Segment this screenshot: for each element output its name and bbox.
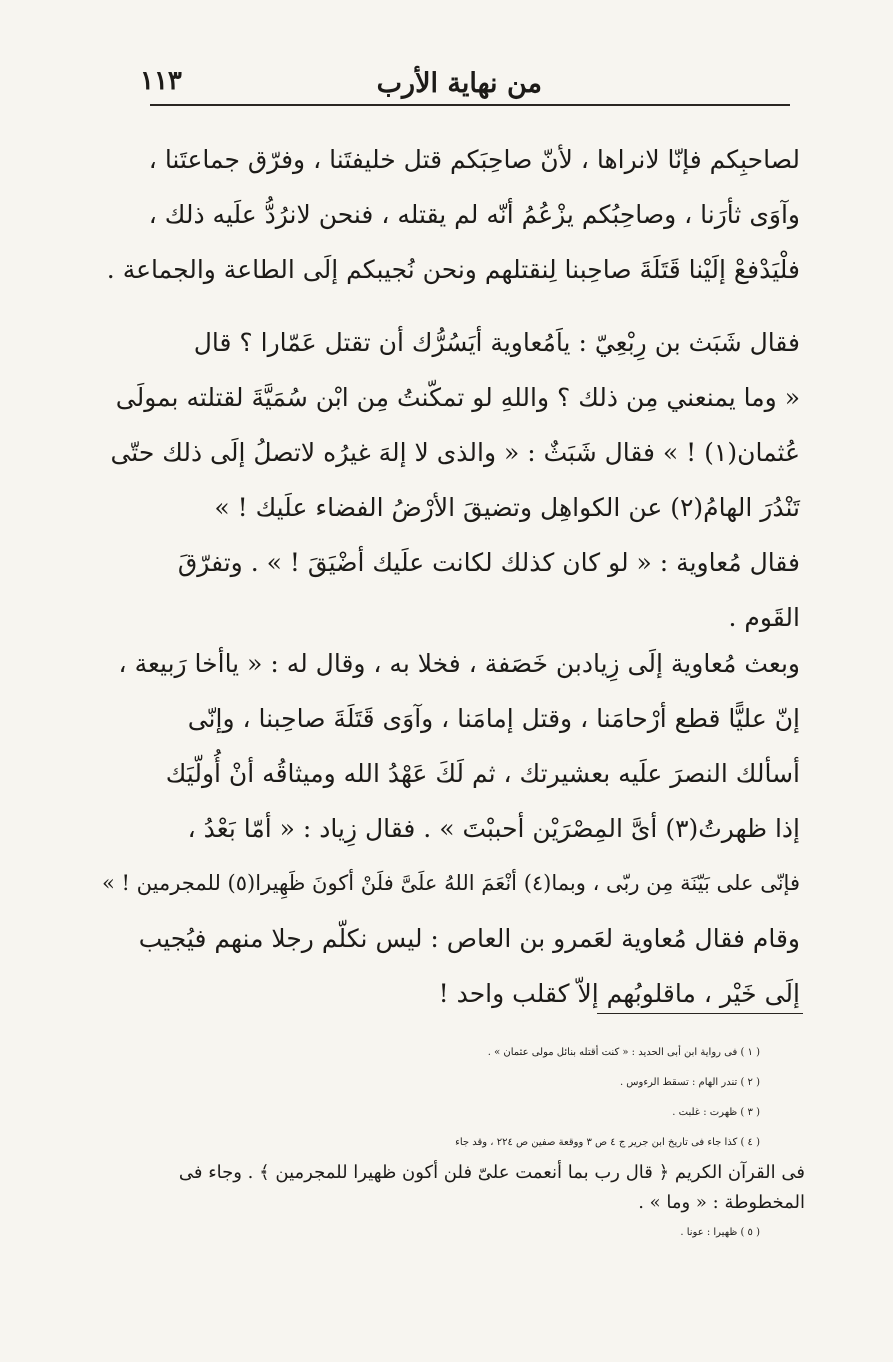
footnote-4-continued: المخطوطة : « وما » . [638,1192,805,1213]
text-line: فقال مُعاوية : « لو كان كذلك لكانت علَيك أضْيَقَ ! » . وتفرّقَ [177,548,800,577]
paragraph-1 [100,132,800,297]
text-line: إذا ظهرتُ(٣) أىَّ المِصْرَيْن أحببْتَ » . فقال زِياد : « أمّا بَعْدُ ، [187,814,800,843]
page-number: ١١٣ [140,66,182,96]
footnotes [90,1038,805,1248]
text-line: فإنّى على بَيّنَة مِن ربّى ، وبما(٤) أنْعَمَ اللهُ علَىَّ فلَنْ أكونَ ظَهِيرا(٥) للمجرمين ! » [102,871,800,895]
footnote-4-continued: فى القرآن الكريم ﴿ قال رب بما أنعمت علىّ فلن أكون ظهيرا للمجرمين ﴾ . وجاء فى [178,1162,805,1183]
text-line: فلْيَدْفعْ إلَيْنا قَتَلَةَ صاحِبنا لِنقتلهم ونحن نُجيبكم إلَى الطاعة والجماعة . [106,255,800,284]
text-line: فقال شَبَث بن رِبْعِيّ : ياَمُعاوية أيَسُرُّك أن تقتل عَمّارا ؟ قال [193,328,800,357]
text-line: وآوَى ثأرَنا ، وصاحِبُكم يزْعُمُ أنّه لم يقتله ، فنحن لانرُدُّ علَيه ذلك ، [148,200,800,229]
header-divider [150,104,790,106]
text-line: إنّ عليًّا قطع أرْحامَنا ، وقتل إمامَنا ، وآوَى قَتَلَةَ صاحِبنا ، وإنّى [187,704,800,733]
page-header [140,62,790,102]
footnote-5: ( ٥ ) ظهيرا : عونا . [680,1227,760,1238]
text-line: أسألك النصرَ علَيه بعشيرتك ، ثم لَكَ عَهْدُ الله وميثاقُه أنْ أُولّيَك [165,759,800,788]
text-line: إلَى خَيْر ، ماقلوبُهم إلاّ كقلب واحد ! [438,979,800,1008]
text-line: « وما يمنعني مِن ذلك ؟ واللهِ لو تمكّنتُ مِن ابْن سُمَيَّةَ لقتلته بمولَى [115,383,800,412]
text-line: عُثمان(١) ! » فقال شَبَثٌ : « والذى لا إلهَ غيرُه لاتصلُ إلَى ذلك حتّى [110,438,800,467]
footnote-3: ( ٣ ) ظهرت : غلبت . [672,1107,760,1118]
text-line: لصاحبِكم فإنّا لانراها ، لأنّ صاحِبَكم قتل خليفتَنا ، وفرّق جماعتَنا ، [148,145,800,174]
text-line: وبعث مُعاوية إلَى زِيادبن خَصَفة ، فخلا به ، وقال له : « ياأخا رَبيعة ، [118,649,800,678]
footnote-1: ( ١ ) فى رواية ابن أبى الحديد : « كنت أقتله بنائل مولى عثمان » . [487,1047,760,1058]
footnote-2: ( ٢ ) تندر الهام : تسقط الرءوس . [619,1077,760,1088]
footnote-divider [597,1013,803,1014]
running-title: من نهاية الأرب [376,68,542,99]
paragraph-2 [100,315,800,645]
footnote-4: ( ٤ ) كذا جاء فى تاريخ ابن جرير ج ٤ ص ٣ ووقعة صفين ص ٢٢٤ ، وقد جاء [455,1137,760,1148]
text-line: القَوم . [728,603,800,632]
text-line: تَنْدُرَ الهامُ(٢) عن الكواهِل وتضيقَ الأرْضُ الفضاء علَيك ! » [214,493,800,522]
text-line: وقام فقال مُعاوية لعَمرو بن العاص : ليس نكلّم رجلا منهم فيُجيب [138,924,800,953]
paragraph-3 [100,636,800,1021]
